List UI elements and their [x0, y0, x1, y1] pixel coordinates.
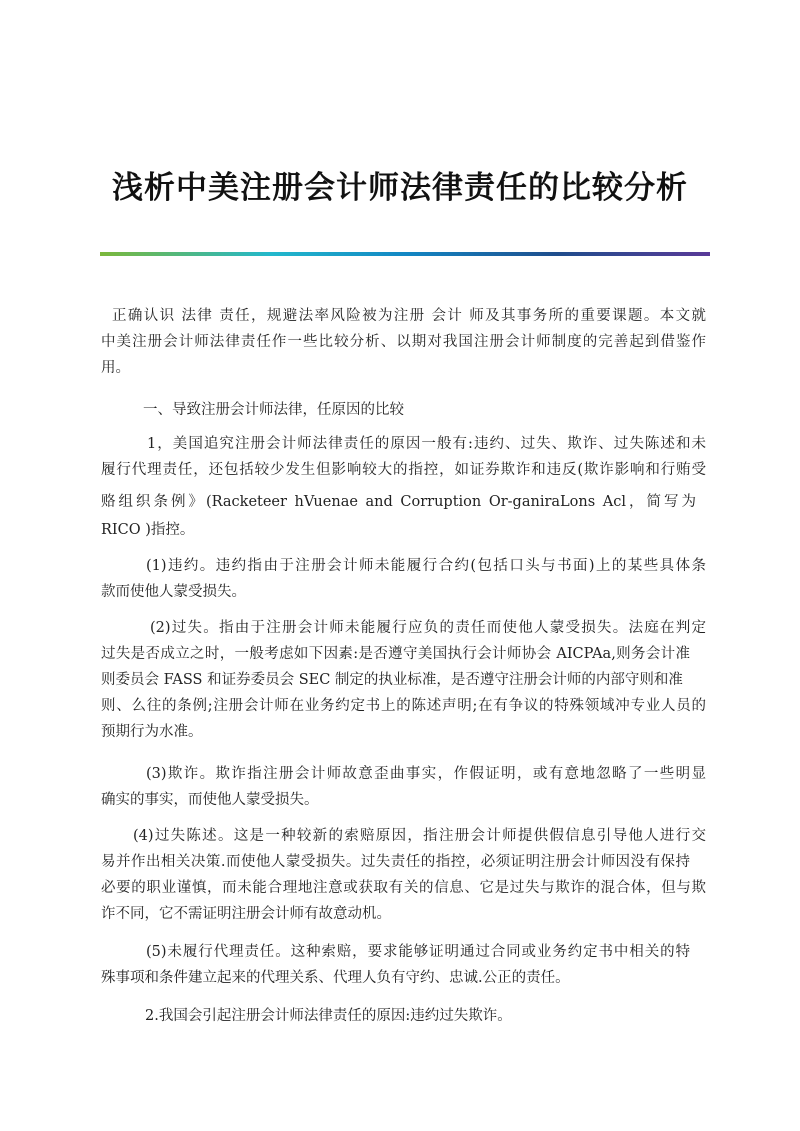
- text-line: 款而使他人蒙受损失。: [101, 584, 246, 600]
- text-line: 诈不同，它不需证明注册会计师有故意动机。: [101, 906, 391, 922]
- text-line: (4)过失陈述。这是一种较新的索赔原因，指注册会计师提供假信息引导他人进行交: [133, 828, 706, 844]
- text-line: (5)未履行代理责任。这种索赔，要求能够证明通过合同或业务约定书中相关的特: [146, 944, 690, 960]
- text-line: 则、么往的条例;注册会计师在业务约定书上的陈述声明;在有争议的特殊领域冲专业人员的: [101, 698, 706, 714]
- text-line: 易并作出相关决策.而使他人蒙受损失。过失责任的指控，必须证明注册会计师因没有保持: [101, 854, 690, 870]
- text-line: 必要的职业谨慎，而未能合理地注意或获取有关的信息、它是过失与欺诈的混合体，但与欺: [101, 880, 706, 896]
- text-line: 赂组织条例》(Racketeer hVuenae and Corruption Or-ganiraLons Acl，简写为: [101, 494, 696, 510]
- text-line: (3)欺诈。欺诈指注册会计师故意歪曲事实，作假证明，或有意地忽略了一些明显: [146, 766, 706, 782]
- text-line: (2)过失。指由于注册会计师未能履行应负的责任而使他人蒙受损失。法庭在判定: [150, 620, 706, 636]
- text-line: 1，美国追究注册会计师法律责任的原因一般有:违约、过失、欺诈、过失陈述和未: [147, 436, 706, 452]
- text-line: 履行代理责任，还包括较少发生但影响较大的指控，如证券欺诈和违反(欺诈影响和行贿受: [101, 462, 706, 478]
- title-divider: [100, 252, 710, 256]
- text-line: 殊事项和条件建立起来的代理关系、代理人负有守约、忠诚.公正的责任。: [101, 970, 570, 986]
- document-title: 浅析中美注册会计师法律责任的比较分析: [112, 170, 688, 206]
- text-line: 预期行为水准。: [101, 724, 203, 740]
- text-line: 则委员会 FASS 和证券委员会 SEC 制定的执业标准，是否遵守注册会计师的内部守则和准: [101, 672, 683, 688]
- section-heading: 一、导致注册会计师法律，任原因的比较: [143, 402, 404, 418]
- text-line: 确实的事实，而使他人蒙受损失。: [101, 792, 319, 808]
- text-line: 中美注册会计师法律责任作一些比较分析、以期对我国注册会计师制度的完善起到借鉴作: [101, 334, 706, 350]
- paragraph-china-causes: 2.我国会引起注册会计师法律责任的原因:违约过失欺诈。: [145, 1008, 512, 1024]
- text-line: 过失是否成立之时，一般考虑如下因素:是否遵守美国执行会计师协会 AICPAa,则务会计准: [101, 646, 690, 662]
- text-line: 正确认识 法律 责任，规避法率风险被为注册 会计 师及其事务所的重要课题。本文就: [112, 308, 706, 324]
- text-line: (1)违约。违约指由于注册会计师未能履行合约(包括口头与书面)上的某些具体条: [146, 558, 706, 574]
- text-line: 用。: [101, 360, 130, 376]
- text-line: RICO )指控。: [101, 522, 195, 538]
